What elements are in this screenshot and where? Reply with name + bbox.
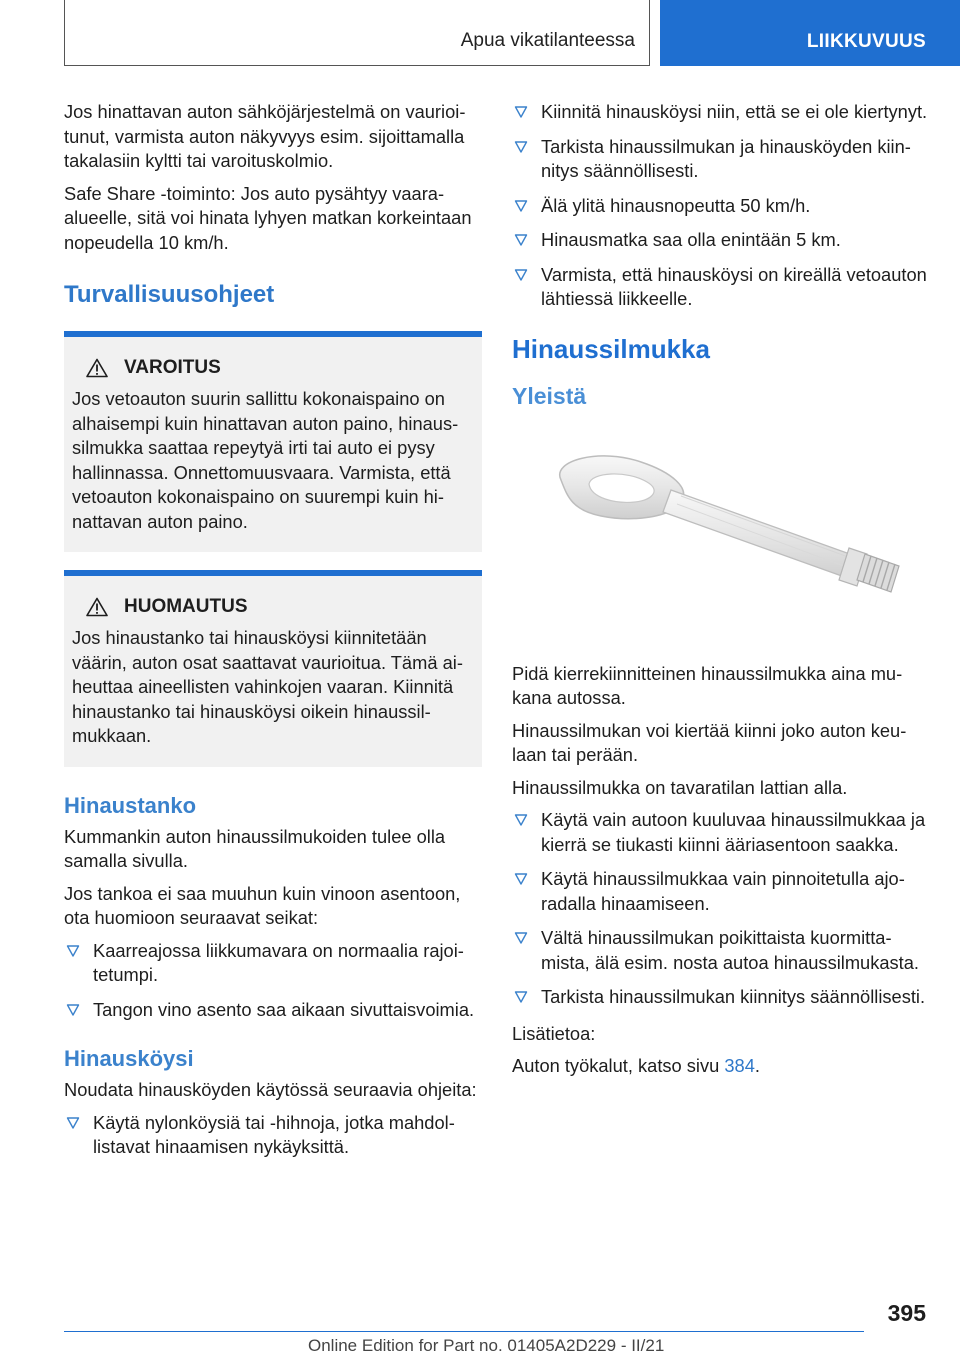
notice-title: HUOMAUTUS [124,596,248,617]
tow-eye-paragraph-3: Hinaussilmukka on tavaratilan lattian alla. [512,776,848,798]
tow-eye-image [531,440,911,630]
rope-list-right [512,100,930,312]
towbar-paragraph-1: Kummankin auton hinaussilmukoiden tulee olla samalla sivulla. [64,825,446,871]
safety-heading: Turvallisuusohjeet [64,281,275,308]
towbar-heading: Hinaustanko [64,792,197,818]
tow-eye-heading: Hinaussilmukka [512,333,710,364]
intro-paragraph-2: Safe Share -toiminto: Jos auto pysähtyy vaaraalueelle, sitä voi hinata lyhyen matkan korkeintaan nopeudella 10 km/h. [64,182,472,253]
right-column [512,100,930,1087]
list-item: Käytä nylonköysiä tai -hihnoja, jotka mahdollistavat hinaamisen nykäyksittä. [64,1111,482,1160]
rope-paragraph-1: Noudata hinausköyden käytössä seuraavia ohjeita: [64,1079,477,1100]
header-frame [64,0,650,66]
triangle-bullet-icon [514,199,528,213]
triangle-bullet-icon [514,268,528,282]
list-item: Tarkista hinaussilmukan kiinnitys säännöllisesti. [512,985,930,1010]
list-item: Tangon vino asento saa aikaan sivuttaisvoimia. [64,998,482,1023]
warning-text: Jos vetoauton suurin sallittu kokonaispaino on alhaisempi kuin hinattavan auton paino, hinaussilmukka saattaa repeytyä irti tai auto ei pysy hallinnassa. Onnettomuusvaara. Varmista, että vetoauton kokonaispaino on suurempi kuin hinattavan auton paino. [72,388,459,532]
list-item: Hinausmatka saa olla enintään 5 km. [512,228,930,253]
triangle-bullet-icon [514,990,528,1004]
list-item: Vältä hinaussilmukan poikittaista kuormittamista, älä esim. nosta autoa hinaussilmukasta. [512,926,930,975]
list-item: Varmista, että hinausköysi on kireällä vetoauton lähtiessä liikkeelle. [512,263,930,312]
list-item: Kiinnitä hinausköysi niin, että se ei ole kiertynyt. [512,100,930,125]
page-number: 395 [887,1300,926,1326]
chapter-tab-label: LIIKKUVUUS [806,31,926,52]
notice-triangle-icon [86,597,108,617]
edition-text: Online Edition for Part no. 01405A2D229 - II/21 [308,1336,665,1355]
tow-eye-list [512,808,930,1010]
general-heading: Yleistä [512,382,587,409]
towbar-paragraph-2: Jos tankoa ei saa muuhun kuin vinoon asentoon, ota huomioon seuraavat seikat: [64,882,461,928]
tow-eye-paragraph-2: Hinaussilmukan voi kiertää kiinni joko auton keulaan tai perään. [512,719,907,765]
tow-eye-paragraph-1: Pidä kierrekiinnitteinen hinaussilmukka aina mukana autossa. [512,662,903,708]
list-item: Käytä hinaussilmukkaa vain pinnoitetulla ajoradalla hinaamiseen. [512,867,930,916]
tow-eye-illustration [512,420,930,650]
warning-triangle-icon [86,358,108,378]
list-item: Kaarreajossa liikkumavara on normaalia rajoitetumpi. [64,939,482,988]
footer-divider [64,1331,864,1332]
triangle-bullet-icon [514,813,528,827]
triangle-bullet-icon [66,1003,80,1017]
triangle-bullet-icon [514,140,528,154]
rope-list-left [64,1111,482,1160]
rope-heading: Hinausköysi [64,1046,194,1071]
page-reference-link[interactable]: 384 [724,1055,755,1076]
chapter-tab[interactable] [660,0,960,66]
more-info-label: Lisätietoa: [512,1022,596,1044]
triangle-bullet-icon [66,1116,80,1130]
list-item: Käytä vain autoon kuuluvaa hinaussilmukkaa ja kierrä se tiukasti kiinni ääriasentoon saakka. [512,808,930,857]
triangle-bullet-icon [514,872,528,886]
tools-reference: Auton työkalut, katso sivu 384. [512,1055,760,1076]
warning-box [64,331,482,552]
notice-text: Jos hinaustanko tai hinausköysi kiinnitetään väärin, auton osat saattavat vaurioitua. Tämä aiheuttaa aineellisten vahinkojen vaaran. Kiinnitä hinaustanko tai hinausköysi oikein hinaussilmukkaan. [72,627,463,746]
triangle-bullet-icon [514,931,528,945]
intro-paragraph-1: Jos hinattavan auton sähköjärjestelmä on vaurioitunut, varmista auton näkyvyys esim. sijoittamalla takalasiin kyltti tai varoituskolmio. [64,101,466,171]
towbar-list [64,939,482,1023]
list-item: Älä ylitä hinausnopeutta 50 km/h. [512,194,930,219]
warning-title: VAROITUS [124,357,221,378]
triangle-bullet-icon [514,233,528,247]
triangle-bullet-icon [514,105,528,119]
section-title: Apua vikatilanteessa [460,30,635,51]
list-item: Tarkista hinaussilmukan ja hinausköyden kiinnitys säännöllisesti. [512,135,930,184]
triangle-bullet-icon [66,944,80,958]
notice-box [64,570,482,767]
left-column [64,100,482,1170]
